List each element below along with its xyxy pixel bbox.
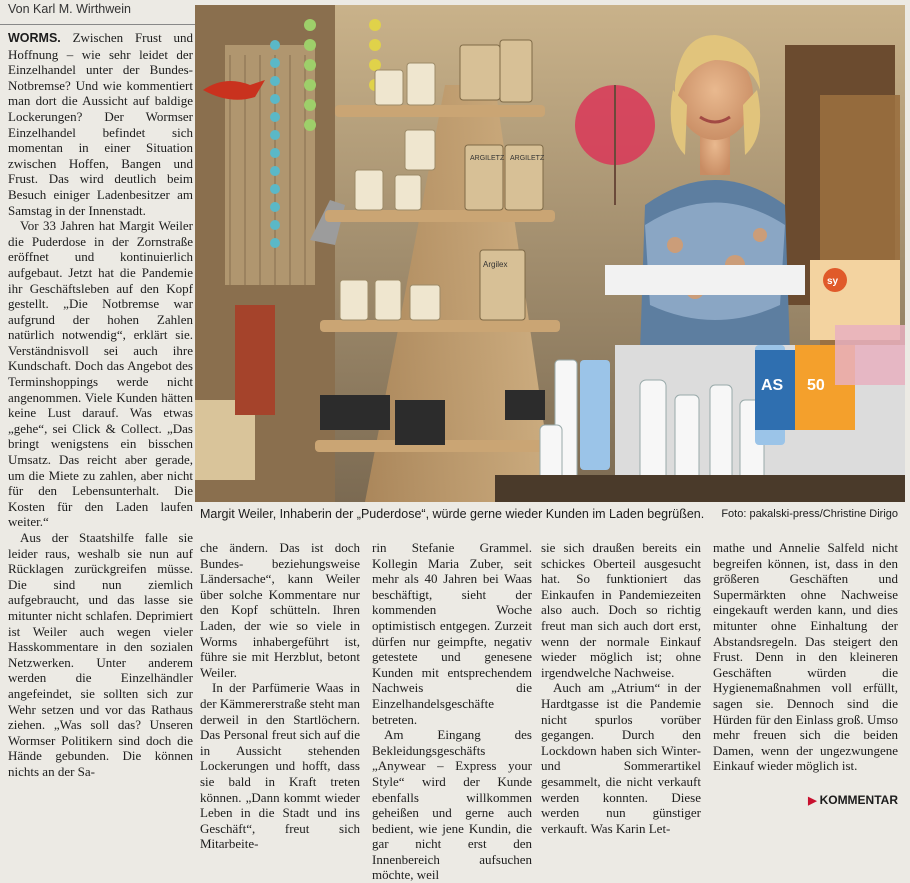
article-column-4 <box>541 540 701 836</box>
product-label: sy <box>827 276 839 287</box>
shop-photo-illustration <box>195 5 905 502</box>
article-column-1 <box>8 30 193 780</box>
kommentar-link[interactable] <box>808 793 898 807</box>
paragraph: che ändern. Das ist doch Bundes- beziehungsweise Ländersache“, kann Weiler über solche Kommentare nur den Kopf schütteln. Ihren Laden, der wie so viele in Worms inhabergeführt ist, führe sie mit Herzblut, betont Weiler. <box>200 540 360 680</box>
paragraph: In der Parfümerie Waas in der Kämmererstraße steht man derweil in den Startlöchern. Das Personal freut sich auf die in Aussicht stehenden Lockerungen und hofft, dass sie bald in Kraft treten können. „Dann kommt wieder Leben in die Stadt und ins Geschäft“, freut sich Mitarbeite- <box>200 680 360 852</box>
byline-rule <box>0 24 195 25</box>
photo-credit: Foto: pakalski-press/Christine Dirigo <box>721 508 898 520</box>
product-label: 50 <box>807 377 825 394</box>
dateline: WORMS. <box>8 31 61 45</box>
paragraph: mathe und Annelie Salfeld nicht begreifen können, ist, dass in den größeren Geschäften und Supermärkten ohne Nachweise eingekauft werden kann, und dies mitunter ohne Einhaltung der Abstandsregeln. Das steigert den Frust. Denn in den kleineren Geschäften würden die Hygienemaßnahmen voll erfüllt, sagen sie. Dennoch sind die Hürden für den Einlass groß. Umso mehr freuen sich die beiden Damen, wenn der ungezwungene Einkauf wieder möglich ist. <box>713 540 898 774</box>
byline: Von Karl M. Wirthwein <box>8 2 131 16</box>
paragraph: Aus der Staatshilfe falle sie leider raus, weshalb sie nun auf Rücklagen zurückgreifen müsse. Die sind nun ziemlich aufgebraucht, und das lasse sie mitunter nicht schlafen. Deprimiert ist Weiler auch wegen vieler Hasskommentare in den sozialen Netzwerken. Unter anderem werden die Einzelhändler angefeindet, sie sollten sich zur Wehr setzen und vor das Rathaus ziehen. „Was soll das? Unseren Wormser Politikern sind doch die Hände gebunden. Die können nichts an der Sa- <box>8 530 193 779</box>
kommentar-label: KOMMENTAR <box>819 793 898 807</box>
product-label: ARGILETZ <box>510 155 545 162</box>
paragraph: Vor 33 Jahren hat Margit Weiler die Puderdose in der Zornstraße eröffnet und kontinuierlich aufgebaut. Jetzt hat die Pandemie ihr Geschäftsleben auf den Kopf gestellt. „Die Notbremse war aufgrund der hohen Zahlen natürlich notwendig“, erklärt sie. Verständnisvoll sei auch ihre Kundschaft. Doch das Angebot des Terminshoppings werde nicht angenommen. Viele Kunden hätten keine Lust darauf. Was etwas „gehe“, sei Click & Collect. „Das bringt wenigstens ein bisschen Umsatz. Das reicht aber gerade, um die Miete zu zahlen, aber nicht für den Lebensunterhalt. Die Kosten für den Laden laufen weiter.“ <box>8 218 193 530</box>
photo-caption <box>200 507 900 525</box>
paragraph: rin Stefanie Grammel. Kollegin Maria Zuber, seit mehr als 40 Jahren bei Waas beschäftigt, sieht der kommenden Woche optimistisch entgegen. Zurzeit dürfen nur geimpfte, negativ getestete und genesene Kunden mit entsprechendem Nachweis die Einzelhandelsgeschäfte betreten. <box>372 540 532 727</box>
product-label: Argilex <box>483 260 508 269</box>
product-label: AS <box>761 377 784 394</box>
arrow-right-icon: ▶ <box>808 795 817 807</box>
article-column-5 <box>713 540 898 774</box>
article-column-3 <box>372 540 532 883</box>
article-column-2 <box>200 540 360 852</box>
paragraph: Auch am „Atrium“ in der Hardtgasse ist die Pandemie nicht spurlos vorüber gegangen. Durch den Lockdown haben sich Winter- und Sommerartikel gesammelt, die nicht verkauft werden konnten. Diese werden nun günstiger verkauft. Was Karin Let- <box>541 680 701 836</box>
paragraph-text: Zwischen Frust und Hoffnung – wie sehr leidet der Einzelhandel unter der Bundes-Notbremse? Und wie kommentiert man dort die Aussicht auf baldige Lockerungen? Der Wormser Einzelhandel befindet sich momentan in einer Situation zwischen Hoffen, Bangen und Frust. Das wird deutlich beim Besuch einiger Ladenbesitzer am Samstag in der Innenstadt. <box>8 30 193 218</box>
paragraph: sie sich draußen bereits ein schickes Oberteil ausgesucht hat. So funktioniert das Einkaufen in Pandemiezeiten also auch. Doch so richtig freut man sich auch dort erst, wenn der normale Einkauf wieder möglich ist; ohne irgendwelche Nachweise. <box>541 540 701 680</box>
article-photo <box>195 5 905 502</box>
caption-text: Margit Weiler, Inhaberin der „Puderdose“, würde gerne wieder Kunden im Laden begrüßen. <box>200 507 705 521</box>
product-label: ARGILETZ <box>470 155 505 162</box>
paragraph: Am Eingang des Bekleidungsgeschäfts „Anywear – Express your Style“ wird der Kunde ebenfalls willkommen geheißen und gerne auch bedient, wie jene Kundin, die gar nicht erst den Innenbereich aufsuchen möchte, weil <box>372 727 532 883</box>
paragraph <box>8 30 193 218</box>
